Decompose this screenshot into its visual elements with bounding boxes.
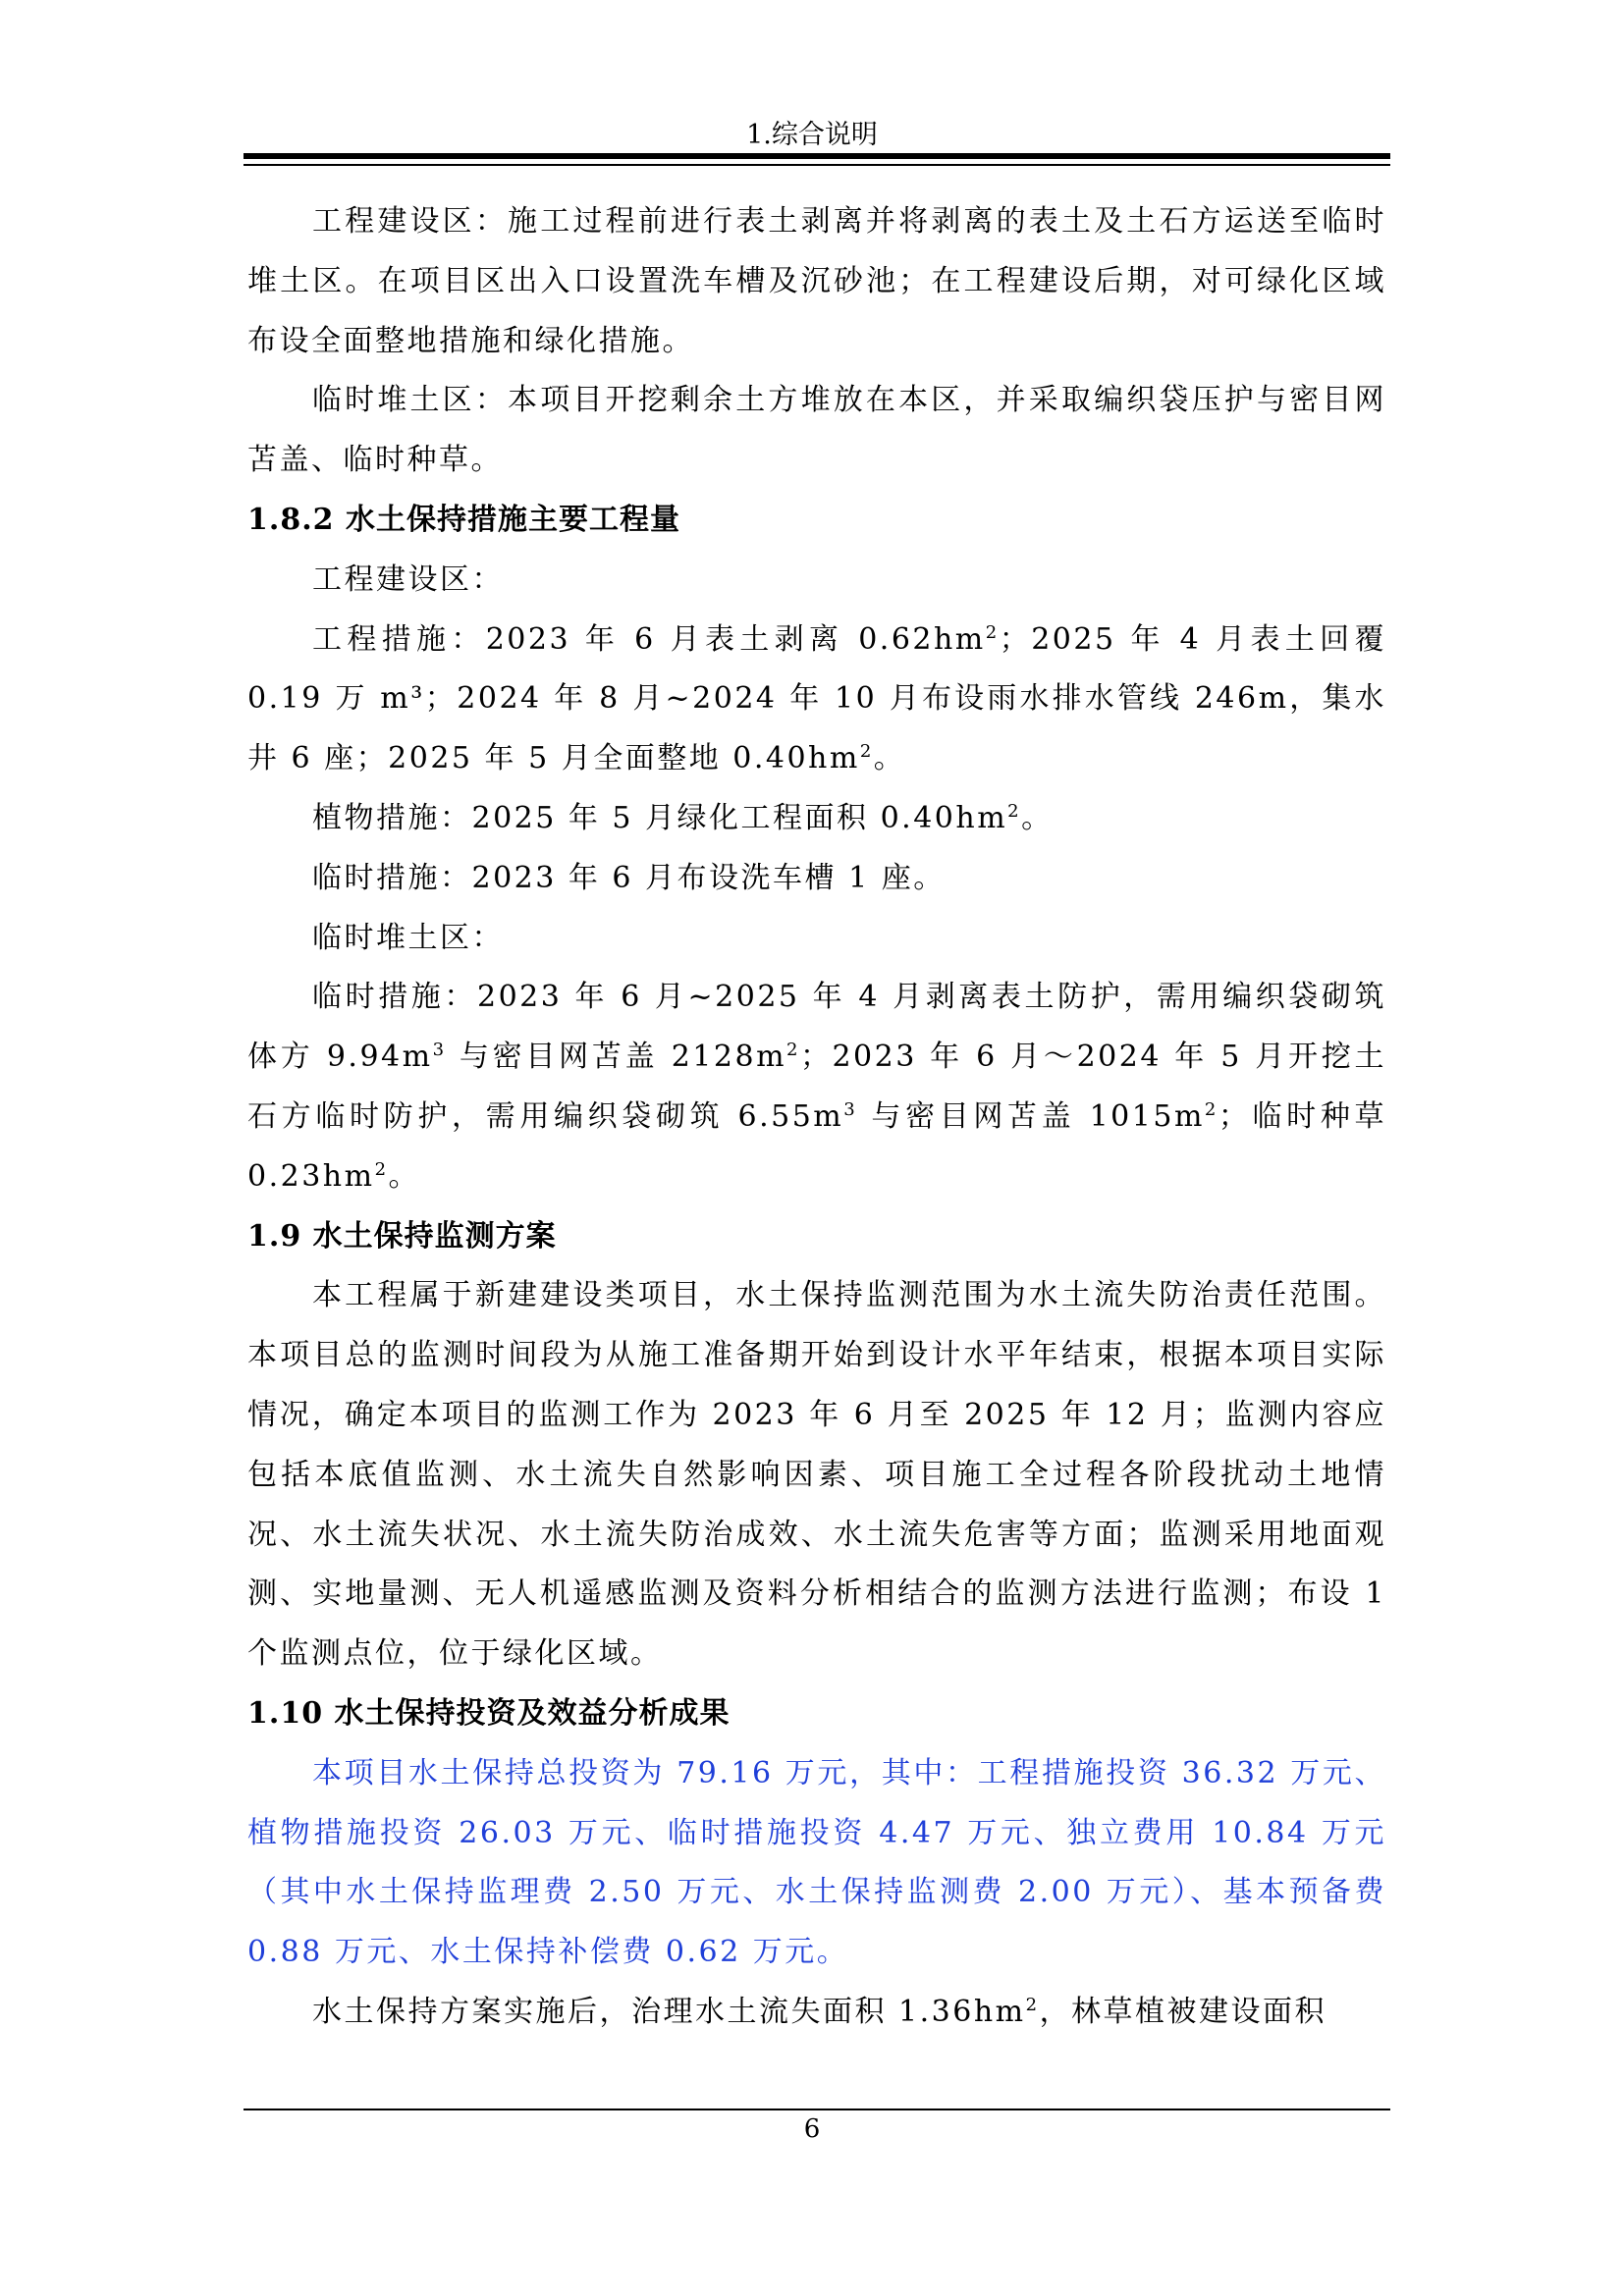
paragraph-construction-zone: 工程建设区：施工过程前进行表土剥离并将剥离的表土及土石方运送至临时堆土区。在项目区出入口设置洗车槽及沉砂池；在工程建设后期，对可绿化区域布设全面整地措施和绿化措施。 [247, 204, 1386, 358]
running-header: 1.综合说明 [746, 120, 878, 150]
paragraph-monitoring-plan: 本工程属于新建建设类项目，水土保持监测范围为水土流失防治责任范围。本项目总的监测时间段为从施工准备期开始到设计水平年结束，根据本项目实际情况，确定本项目的监测工作为 2023 年 6 月至 2025 年 12 月；监测内容应包括本底值监测、水土流失自然影响因素、项目施工全过程各阶段扰动土地情况、水土流失状况、水土流失防治成效、水土流失危害等方面；监测采用地面观测、实地量测、无人机遥感监测及资料分析相结合的监测方法进行监测；布设 1 个监测点位，位于绿化区域。 [247, 1278, 1386, 1672]
paragraph-temp-stockpile-label: 临时堆土区： [312, 920, 504, 955]
header-rule-thin [244, 164, 1390, 166]
paragraph-engineering-measures: 工程措施：2023 年 6 月表土剥离 $0.62hm^2$；2025 年 4 月表土回覆 0.19 万 m³；2024 年 8 月~2024 年 10 月布设雨水排水管线 246m，集水井 6 座；2025 年 5 月全面整地 $0.40hm^2$。 [247, 621, 1386, 776]
header-rule-thick [244, 153, 1390, 159]
heading-1-9: 1.9 水土保持监测方案 [247, 1218, 557, 1254]
footer-rule [244, 2109, 1390, 2110]
paragraph-construction-zone-label: 工程建设区： [312, 561, 504, 597]
paragraph-investment-highlight: 本项目水土保持总投资为 79.16 万元，其中：工程措施投资 36.32 万元、植物措施投资 26.03 万元、临时措施投资 4.47 万元、独立费用 10.84 万元（其中水土保持监理费 2.50 万元、水土保持监测费 2.00 万元）、基本预备费 0.88 万元、水土保持补偿费 0.62 万元。 [247, 1755, 1386, 1970]
paragraph-stockpile-temporary-measures: 临时措施：2023 年 6 月~2025 年 4 月剥离表土防护，需用编织袋砌筑体方 $9.94m^3$ 与密目网苫盖 $2128m^2$；2023 年 6 月～2024 年 5 月开挖土石方临时防护，需用编织袋砌筑 $6.55m^3$ 与密目网苫盖 $1015m^2$；临时种草 $0.23hm^2$。 [247, 980, 1387, 1194]
document-body [247, 192, 1386, 2043]
page-number: 6 [803, 2114, 821, 2144]
paragraph-benefit-analysis: 水土保持方案实施后，治理水土流失面积 $1.36hm^2$，林草植被建设面积 [312, 1994, 1327, 2029]
paragraph-plant-measures: 植物措施：2025 年 5 月绿化工程面积 $0.40hm^2$。 [312, 800, 1054, 835]
paragraph-temp-stockpile: 临时堆土区：本项目开挖剩余土方堆放在本区，并采取编织袋压护与密目网苫盖、临时种草。 [247, 383, 1386, 478]
heading-1-8-2: 1.8.2 水土保持措施主要工程量 [247, 502, 680, 537]
paragraph-temporary-measures: 临时措施：2023 年 6 月布设洗车槽 1 座。 [312, 860, 946, 895]
heading-1-10: 1.10 水土保持投资及效益分析成果 [247, 1695, 731, 1731]
